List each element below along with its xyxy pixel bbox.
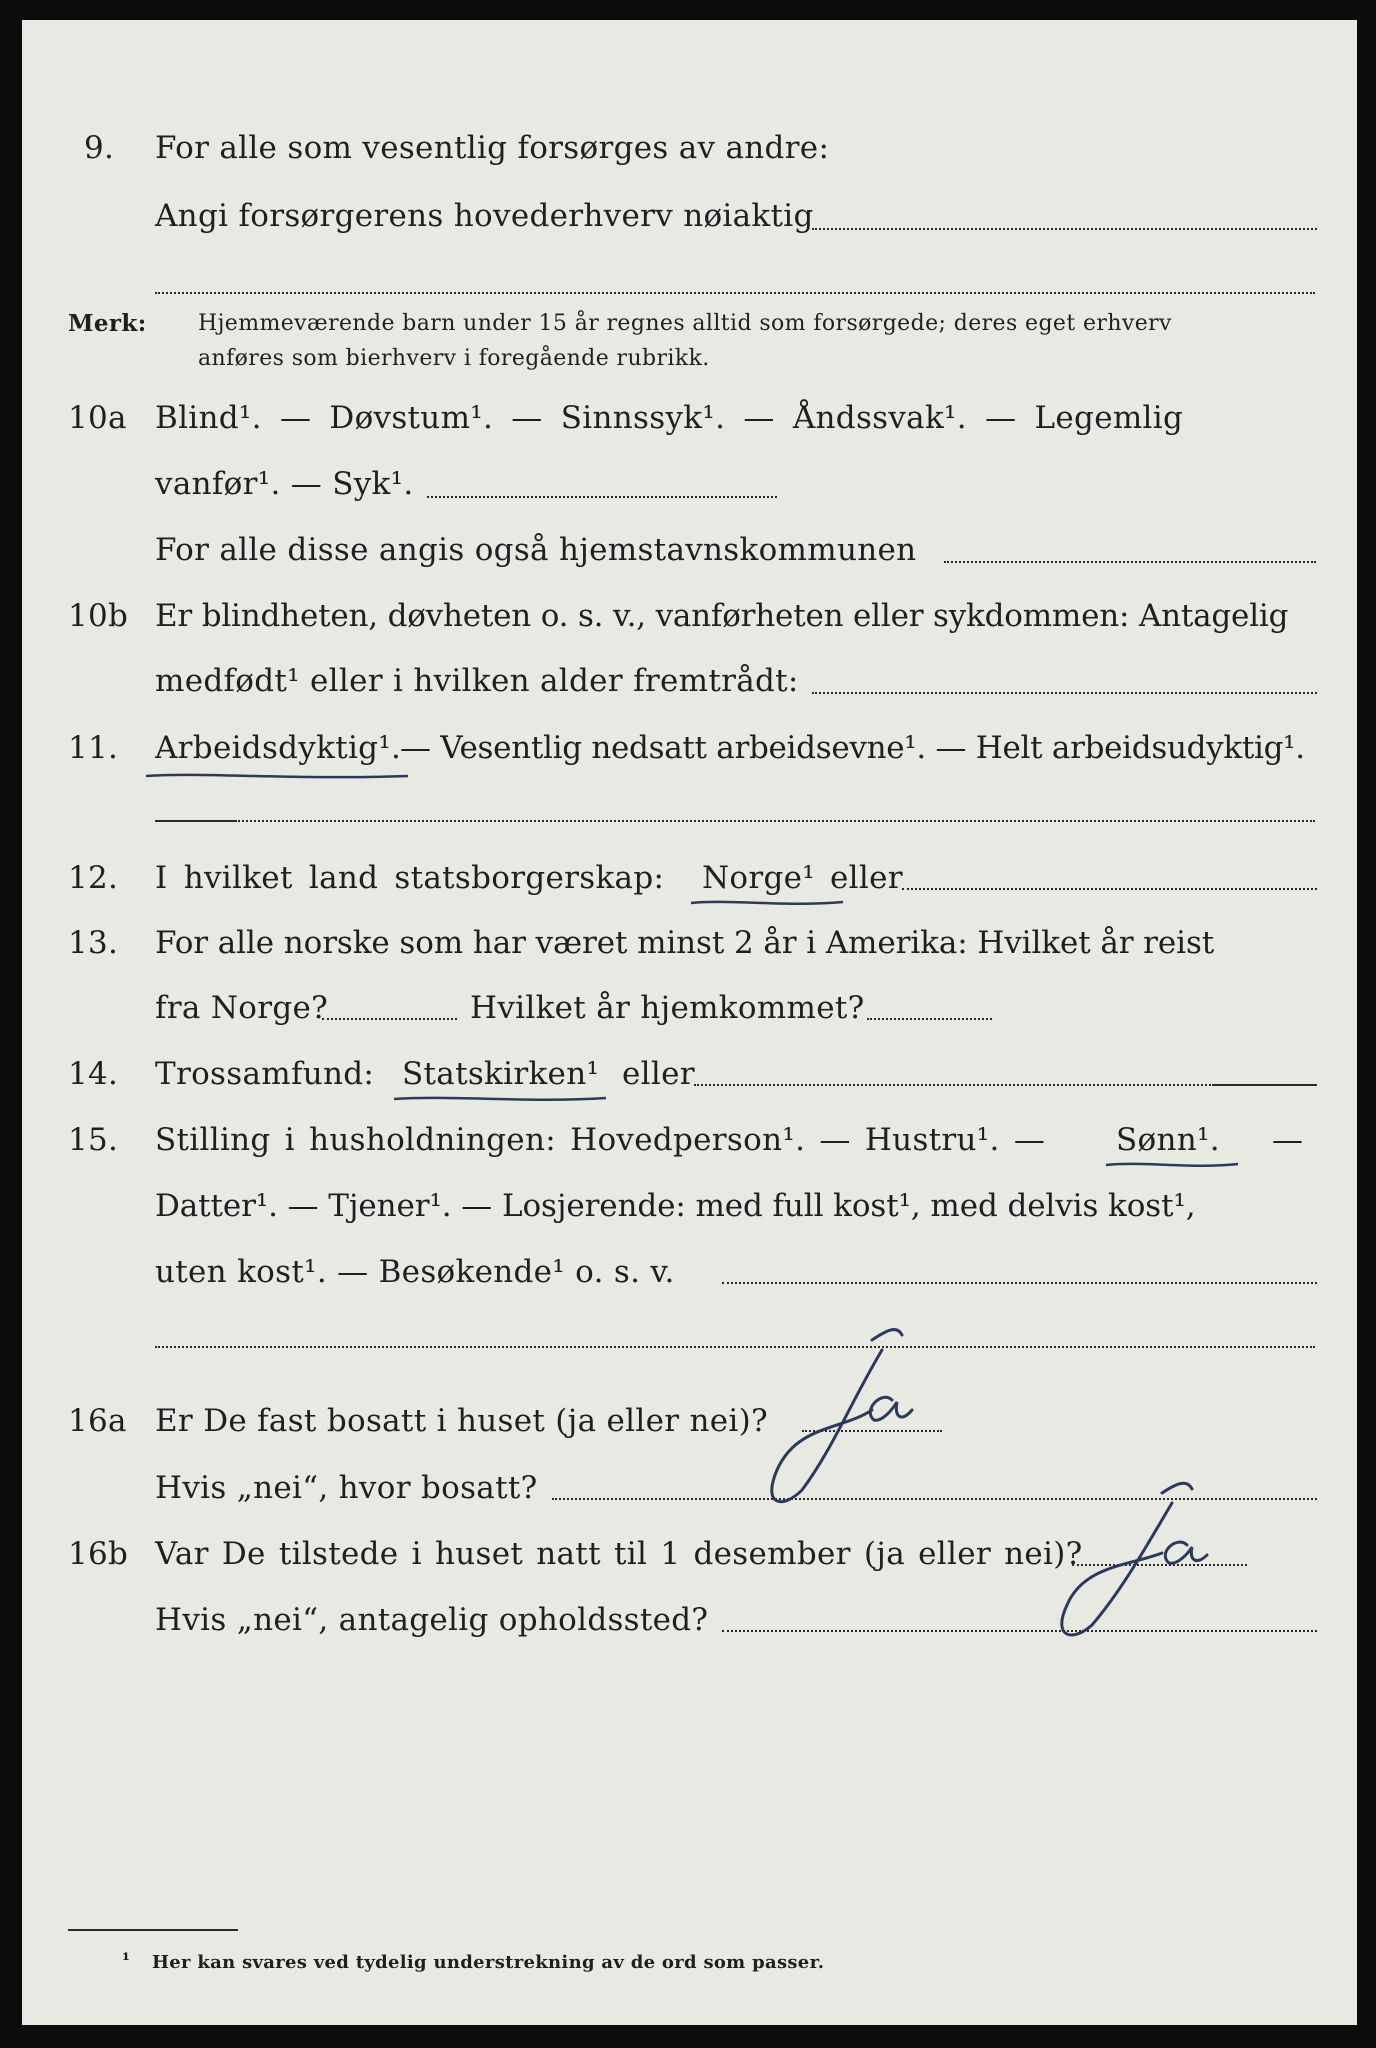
q12-answer-norge: Norge¹ — [702, 860, 816, 896]
q16b-line2: Hvis „nei“, antagelig opholdssted? — [155, 1602, 709, 1638]
q16a-line1: Er De fast bosatt i huset (ja eller nei)? — [155, 1403, 768, 1439]
q11-option-arbeidsdyktig: Arbeidsdyktig¹. — [155, 730, 402, 766]
q10b-number: 10b — [68, 598, 129, 634]
q16a-number: 16a — [68, 1403, 127, 1439]
q15-option-sonn: Sønn¹. — [1116, 1122, 1220, 1158]
q15-line2: Datter¹. — Tjener¹. — Losjerende: med full kost¹, med delvis kost¹, — [155, 1188, 1196, 1224]
q15-dash: — — [1272, 1122, 1304, 1158]
q14-answer-line — [694, 1084, 1214, 1086]
merk-line2: anføres som bierhverv i foregående rubrikk. — [198, 346, 710, 371]
q14-rule-right — [1214, 1084, 1317, 1086]
q10a-line1: Blind¹. — Døvstum¹. — Sinnssyk¹. — Åndssvak¹. — Legemlig — [155, 400, 1184, 436]
q12-eller: eller — [830, 860, 903, 896]
q10a-answer-line — [427, 496, 777, 498]
q15-answer-line — [722, 1282, 1317, 1284]
q13-hjemkommet-label: Hvilket år hjemkommet? — [470, 990, 865, 1026]
q15-line3: uten kost¹. — Besøkende¹ o. s. v. — [155, 1254, 675, 1290]
q12-handwritten-underline — [687, 896, 847, 910]
merk-line1: Hjemmeværende barn under 15 år regnes alltid som forsørgede; deres eget erhverv — [198, 311, 1172, 336]
q10a-line2: vanfør¹. — Syk¹. — [155, 466, 414, 502]
q9-line2: Angi forsørgerens hovederhverv nøiaktig — [155, 198, 814, 234]
q13-number: 13. — [68, 925, 119, 961]
q14-answer-statskirken: Statskirken¹ — [402, 1056, 600, 1092]
form-page — [22, 20, 1357, 2025]
footnote-rule — [68, 1929, 238, 1931]
q15-line1: Stilling i husholdningen: Hovedperson¹. — Hustru¹. — — [155, 1122, 1046, 1158]
q11-other-options: — Vesentlig nedsatt arbeidsevne¹. — Helt arbeidsudyktig¹. — [400, 730, 1305, 766]
q13-reist-line — [322, 1018, 457, 1020]
q13-hjemkommet-line — [867, 1018, 992, 1020]
q14-number: 14. — [68, 1056, 119, 1092]
q10a-number: 10a — [68, 400, 127, 436]
q11-rule-left — [155, 820, 235, 822]
merk-label: Merk: — [68, 310, 147, 337]
q14-eller: eller — [622, 1056, 695, 1092]
q11-handwritten-underline — [142, 768, 412, 784]
q16a-handwritten-ja — [722, 1310, 962, 1510]
q16b-line1: Var De tilstede i huset natt til 1 desember (ja eller nei)? — [155, 1536, 1083, 1572]
footnote-text: Her kan svares ved tydelig understrekning av de ord som passer. — [152, 1952, 825, 1973]
q12-number: 12. — [68, 860, 119, 896]
q11-answer-line — [235, 820, 1315, 822]
q10b-answer-line — [812, 692, 1317, 694]
q10a-line3: For alle disse angis også hjemstavnskommunen — [155, 532, 917, 568]
q15-handwritten-underline — [1102, 1158, 1242, 1172]
q12-question: I hvilket land statsborgerskap: — [155, 860, 665, 896]
q14-handwritten-underline — [390, 1092, 610, 1106]
footnote-mark: ¹ — [122, 1950, 131, 1971]
q16a-line2: Hvis „nei“, hvor bosatt? — [155, 1470, 538, 1506]
q10b-line1: Er blindheten, døvheten o. s. v., vanførheten eller sykdommen: Antagelig — [155, 598, 1289, 634]
q10b-line2: medfødt¹ eller i hvilken alder fremtrådt: — [155, 663, 799, 699]
q9-answer-line-2 — [155, 292, 1315, 294]
q9-number: 9. — [84, 130, 115, 166]
q16b-number: 16b — [68, 1536, 129, 1572]
q10a-hjemstavn-line — [944, 561, 1316, 563]
q9-line1: For alle som vesentlig forsørges av andre: — [155, 130, 830, 166]
q12-answer-line — [902, 888, 1317, 890]
q9-answer-line — [812, 228, 1317, 230]
q11-number: 11. — [68, 730, 119, 766]
q16b-handwritten-ja — [1022, 1465, 1262, 1645]
q15-number: 15. — [68, 1122, 119, 1158]
q14-question: Trossamfund: — [155, 1056, 375, 1092]
q13-reist-label: fra Norge? — [155, 990, 329, 1026]
q13-line1: For alle norske som har været minst 2 år i Amerika: Hvilket år reist — [155, 925, 1215, 961]
